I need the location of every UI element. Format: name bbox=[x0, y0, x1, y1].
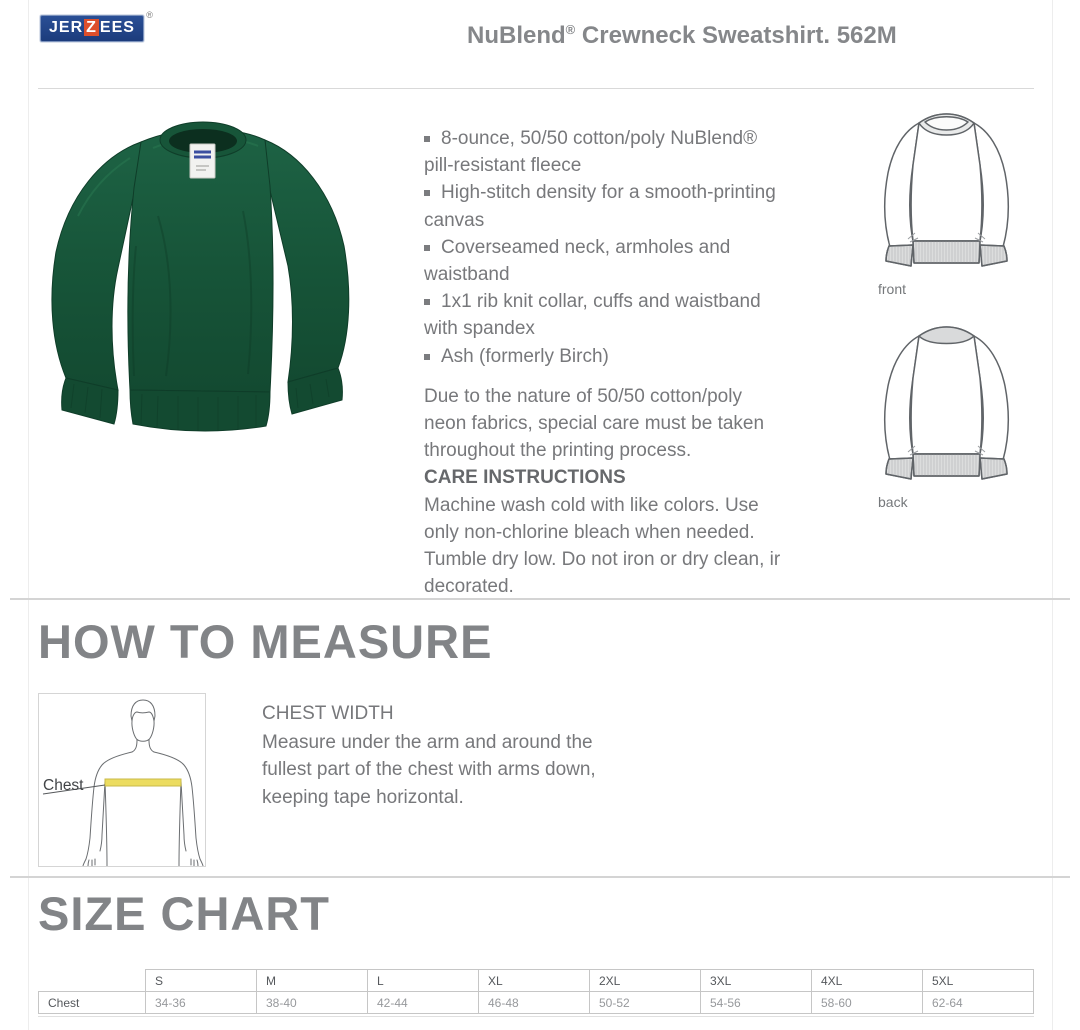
corner-cell bbox=[39, 970, 146, 992]
title-registered-mark: ® bbox=[565, 22, 576, 37]
size-header-row bbox=[39, 970, 1034, 992]
chest-value: 38-40 bbox=[257, 992, 368, 1014]
size-col-header: 4XL bbox=[812, 970, 923, 992]
garment-views bbox=[864, 96, 1034, 598]
feature-item: 8-ounce, 50/50 cotton/poly NuBlend® pill-resistant fleece bbox=[424, 125, 864, 179]
chest-value: 50-52 bbox=[590, 992, 701, 1014]
size-col-header: 2XL bbox=[590, 970, 701, 992]
logo-text-post: EES bbox=[99, 19, 135, 36]
product-section bbox=[38, 89, 1034, 598]
chest-row bbox=[39, 992, 1034, 1014]
how-to-measure-section bbox=[38, 614, 1034, 876]
printing-note: Due to the nature of 50/50 cotton/poly neon fabrics, special care must be taken throughout the printing process. bbox=[424, 385, 765, 462]
feature-item: 1x1 rib knit collar, cuffs and waistband with spandex bbox=[424, 288, 864, 342]
product-photo-column bbox=[38, 96, 378, 598]
green-sweatshirt-photo bbox=[38, 96, 378, 434]
chest-value: 42-44 bbox=[368, 992, 479, 1014]
section-divider bbox=[10, 598, 1070, 600]
size-col-header: M bbox=[257, 970, 368, 992]
care-instructions-text: Machine wash cold with like colors. Use only non-chlorine bleach when needed. Tumble dry low. Do not iron or dry clean, ir decorated. bbox=[424, 494, 781, 598]
feature-item: High-stitch density for a smooth-printing canvas bbox=[424, 179, 864, 233]
size-chart-heading: SIZE CHART bbox=[38, 887, 330, 940]
jerzees-logo-box bbox=[40, 15, 144, 42]
section-divider bbox=[10, 876, 1070, 878]
size-chart-table bbox=[38, 969, 1034, 1014]
chest-value: 58-60 bbox=[812, 992, 923, 1014]
front-view-icon bbox=[864, 103, 1029, 275]
measure-diagram-box bbox=[38, 693, 206, 867]
logo-registered-mark: ® bbox=[146, 10, 153, 20]
size-chart-section bbox=[38, 886, 1034, 1017]
size-col-header: XL bbox=[479, 970, 590, 992]
tape-measure bbox=[105, 779, 181, 786]
header bbox=[38, 0, 1034, 89]
size-col-header: L bbox=[368, 970, 479, 992]
chest-value: 62-64 bbox=[923, 992, 1034, 1014]
feature-list bbox=[424, 125, 864, 370]
chest-value: 34-36 bbox=[146, 992, 257, 1014]
size-col-header: S bbox=[146, 970, 257, 992]
chest-measure-diagram bbox=[39, 694, 205, 866]
size-col-header: 3XL bbox=[701, 970, 812, 992]
feature-item: Ash (formerly Birch) bbox=[424, 343, 864, 370]
size-col-header: 5XL bbox=[923, 970, 1034, 992]
how-to-measure-heading: HOW TO MEASURE bbox=[38, 615, 493, 668]
chest-diagram-label: Chest bbox=[43, 777, 84, 794]
logo-text-z: Z bbox=[86, 19, 97, 36]
feature-item: Coverseamed neck, armholes and waistband bbox=[424, 234, 864, 288]
chest-width-copy: CHEST WIDTH Measure under the arm and around the fullest part of the chest with arms down, keeping tape horizontal. bbox=[262, 693, 596, 867]
chest-value: 54-56 bbox=[701, 992, 812, 1014]
chest-row-label: Chest bbox=[39, 992, 146, 1014]
jerzees-logo bbox=[40, 10, 153, 42]
spec-sheet bbox=[38, 0, 1034, 1017]
chest-value: 46-48 bbox=[479, 992, 590, 1014]
front-view-label: front bbox=[878, 281, 907, 297]
logo-text-pre: JER bbox=[49, 19, 84, 36]
care-instructions-heading: CARE INSTRUCTIONS bbox=[424, 467, 626, 489]
back-view-label: back bbox=[878, 494, 908, 510]
back-view-icon bbox=[864, 316, 1029, 488]
table-bottom-divider bbox=[38, 1016, 1034, 1017]
chest-width-subheading: CHEST WIDTH bbox=[262, 703, 394, 724]
page-title: NuBlend® Crewneck Sweatshirt. 562M bbox=[467, 22, 897, 49]
product-copy bbox=[424, 96, 864, 598]
